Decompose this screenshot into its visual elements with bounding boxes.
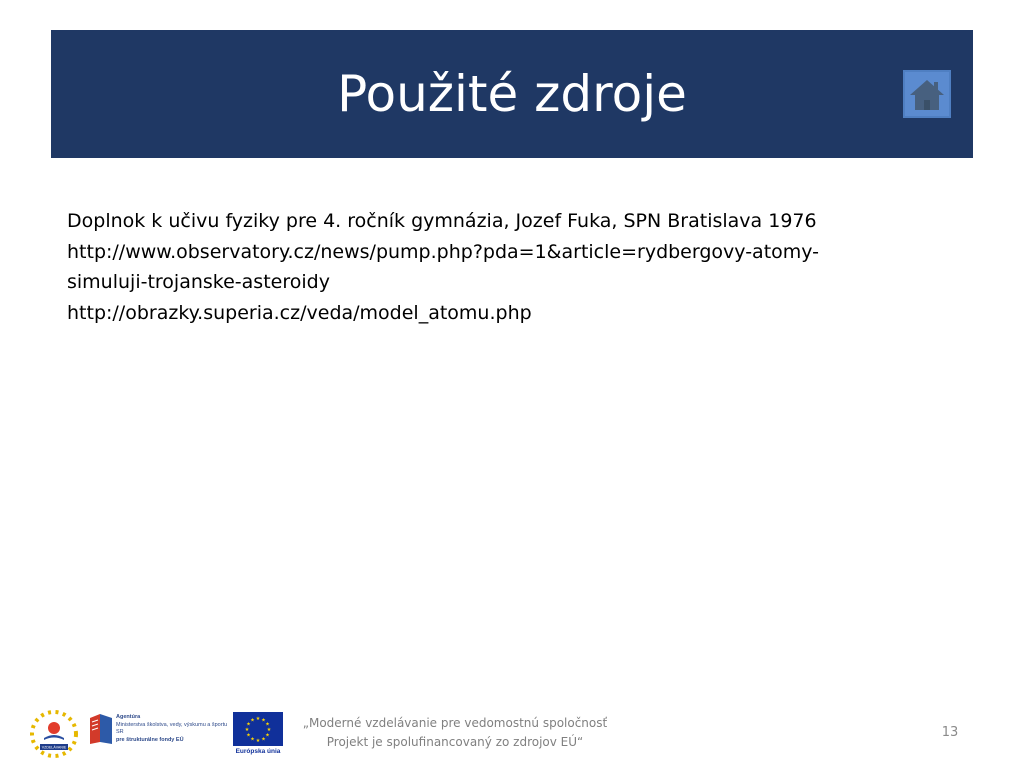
agency-logo (88, 712, 230, 752)
agency-name: Agentúra (116, 714, 141, 720)
agency-funds: pre štrukturálne fondy EÚ (116, 736, 184, 743)
eu-logo (233, 712, 283, 762)
svg-text:★: ★ (261, 736, 266, 743)
page-number: 13 (941, 725, 959, 740)
svg-text:VZDELÁVANIE: VZDELÁVANIE (41, 745, 67, 750)
home-button[interactable] (903, 70, 951, 118)
svg-text:★: ★ (244, 727, 250, 733)
svg-text:★: ★ (246, 732, 251, 739)
agency-ministry: Ministerstva školstva, vedy, výskumu a športu SR (116, 721, 228, 735)
svg-text:★: ★ (250, 736, 255, 743)
svg-text:★: ★ (261, 717, 266, 724)
sources-list (67, 206, 947, 328)
eu-label: Európska únia (235, 748, 281, 755)
footer-line-1: „Moderné vzdelávanie pre vedomostnú spoločnosť (302, 716, 608, 730)
eu-flag-icon (233, 712, 283, 746)
svg-text:★: ★ (250, 717, 255, 724)
source-line: http://obrazky.superia.cz/veda/model_atomu.php (67, 301, 532, 324)
sop-education-logo (28, 708, 80, 760)
svg-text:★: ★ (266, 727, 272, 733)
footer-project-text (300, 714, 610, 752)
source-line: simuluji-trojanske-asteroidy (67, 271, 330, 293)
title-banner (51, 30, 973, 158)
source-line: Doplnok k učivu fyziky pre 4. ročník gymnázia, Jozef Fuka, SPN Bratislava 1976 (67, 210, 817, 232)
home-icon (905, 72, 949, 116)
svg-text:★: ★ (246, 721, 251, 728)
footer-line-2: Projekt je spolufinancovaný zo zdrojov EÚ“ (326, 735, 584, 749)
footer (0, 700, 1024, 768)
svg-text:★: ★ (265, 721, 270, 728)
book-icon (88, 712, 114, 746)
slide-title: Použité zdroje (337, 65, 687, 123)
svg-text:★: ★ (255, 716, 261, 722)
svg-text:★: ★ (265, 732, 270, 739)
source-line: http://www.observatory.cz/news/pump.php?pda=1&article=rydbergovy-atomy- (67, 240, 820, 263)
svg-text:★: ★ (255, 738, 261, 744)
